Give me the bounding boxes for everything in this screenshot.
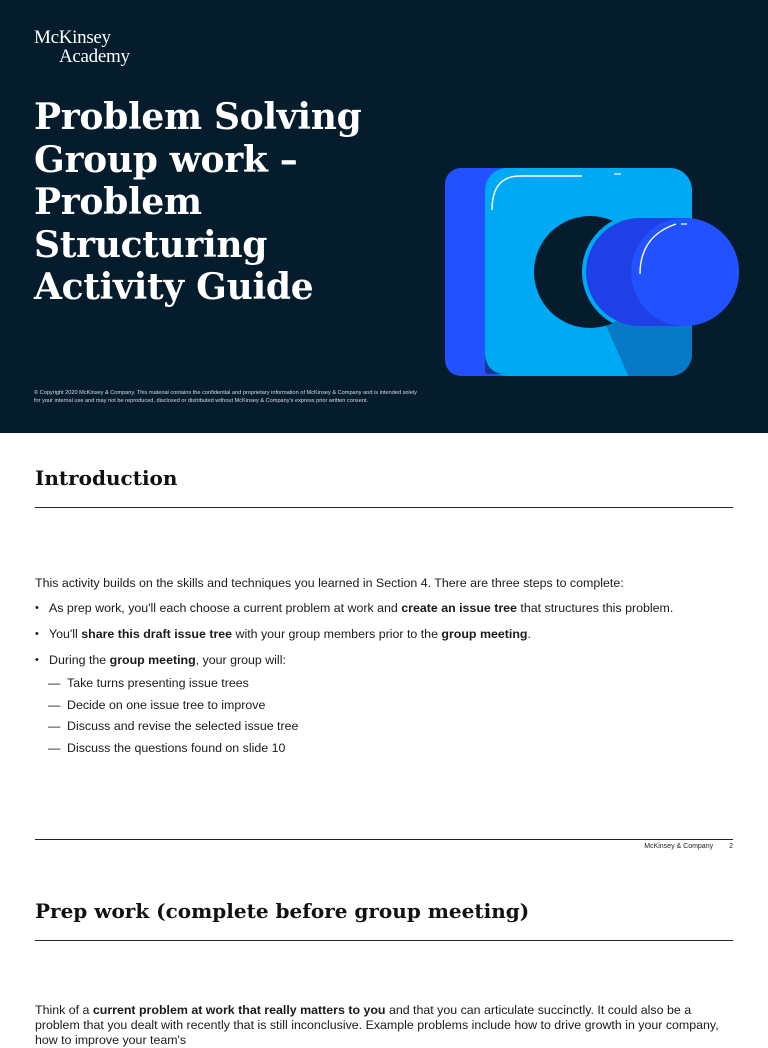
dash-marker: — [48,741,61,756]
copyright-notice: © Copyright 2020 McKinsey & Company. This material contains the confidential and proprietary information of McKinsey & Company and is intended solely for your internal use and may not be reproduced, disclosed or distributed without McKinsey & Company's express prior written consent. [34,390,417,404]
prep-work-paragraph: Think of a current problem at work that really matters to you and that you can articulate succinctly. It could also be a problem that you dealt with recently that is still inconclusive. Example problems include how to drive growth in your company, how to improve your team's [35,1003,719,1047]
mckinsey-academy-logo [34,28,130,66]
dash-marker: — [48,697,61,712]
cover-slide [0,0,768,433]
cover-title [34,96,414,309]
logo-line-2: Academy [59,46,130,67]
logo-line-1: McKinsey [34,27,111,48]
bullet-item-prep: • As prep work, you'll each choose a current problem at work and create an issue tree that structures this problem. [35,599,735,625]
cover-title-line-5: Activity Guide [34,266,314,308]
cover-title-line-4: Structuring [34,223,268,266]
heading-divider [35,940,733,941]
sub-item: — Discuss the questions found on slide 10 [48,741,286,756]
cover-title-line-1: Problem Solving [34,96,362,138]
sub-item: — Discuss and revise the selected issue tree [48,719,299,734]
page-number: 2 [729,843,733,850]
bullet-item-share: • You'll share this draft issue tree with your group members prior to the group meeting. [35,625,735,651]
bullet-item-meeting: • During the group meeting, your group will: [35,651,735,674]
intro-lead-text: This activity builds on the skills and techniques you learned in Section 4. There are three steps to complete: [35,576,624,590]
prep-work-heading: Prep work (complete before group meeting) [35,899,530,923]
sub-item: — Take turns presenting issue trees [48,676,249,690]
sub-item: — Decide on one issue tree to improve [48,697,266,712]
intro-bullet-list [35,599,735,761]
cover-illustration [440,162,750,382]
cover-title-line-2: Group work – [34,138,298,181]
footer-divider [35,839,733,840]
dash-marker: — [48,676,61,690]
slide-footer [644,843,733,850]
dash-marker: — [48,719,61,734]
cover-title-line-3: Problem [34,181,202,223]
footer-company: McKinsey & Company [644,843,714,850]
heading-divider [35,507,733,508]
introduction-heading: Introduction [35,466,178,490]
